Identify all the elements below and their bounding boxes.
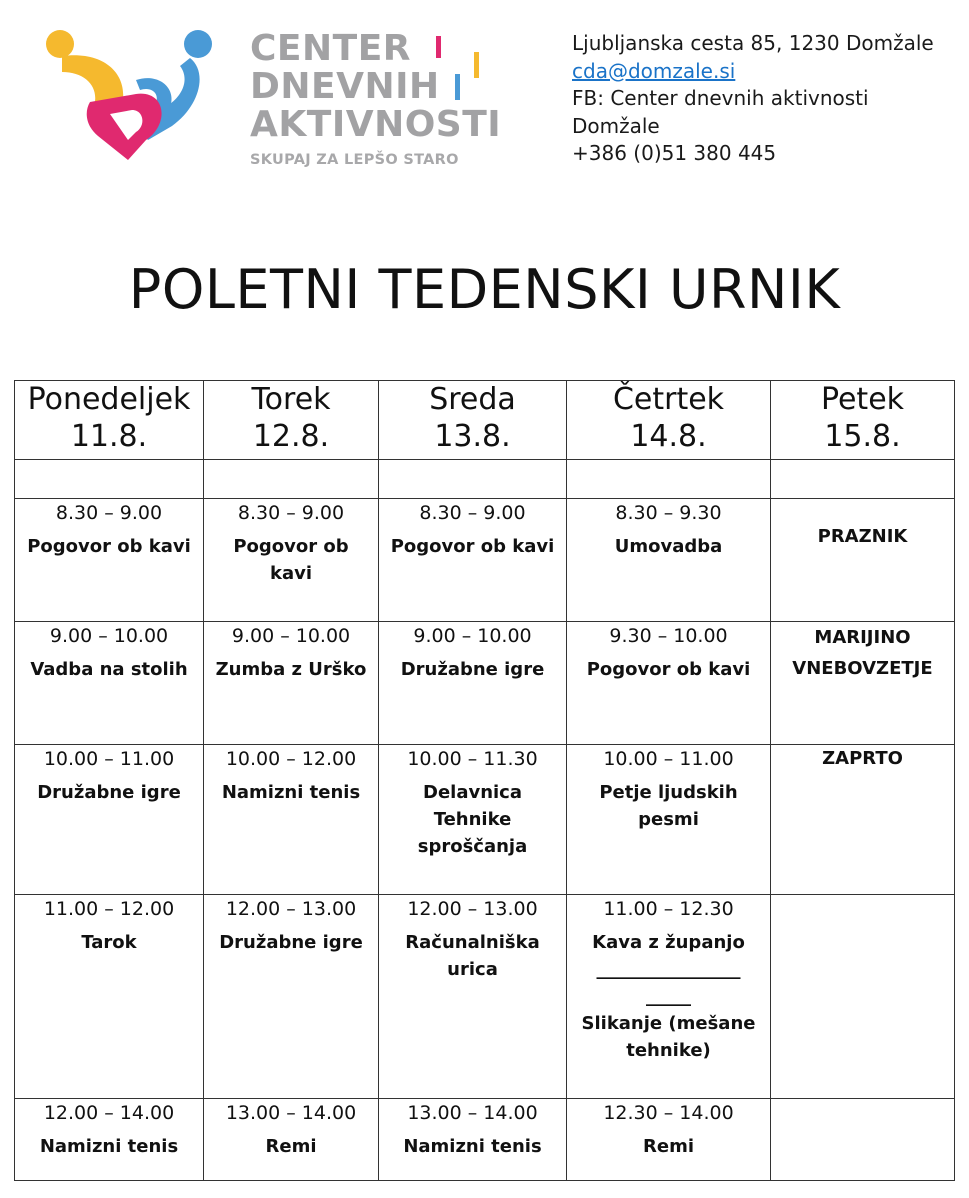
slot-activity: Družabne igre (219, 932, 363, 953)
slot-activity: Pogovor ob kavi (27, 536, 191, 557)
slot-activity: Petje ljudskih pesmi (599, 782, 738, 830)
logo-line-dnevnih: DNEVNIH (250, 66, 440, 107)
schedule-row (15, 499, 955, 622)
contact-block (572, 30, 962, 168)
slot-cell (567, 499, 771, 622)
day-header-thursday: Četrtek 14.8. (567, 381, 771, 460)
slot-activity: Pogovor ob kavi (233, 536, 349, 584)
slot-activity-second: Slikanje (mešane tehnike) (581, 1013, 756, 1061)
logo-tagline: SKUPAJ ZA LEPŠO STARO (250, 152, 459, 168)
slot-time: 8.30 – 9.00 (419, 502, 526, 524)
phone: +386 (0)51 380 445 (572, 141, 777, 165)
holiday-label: PRAZNIK (817, 526, 908, 547)
slot-time: 12.00 – 13.00 (407, 898, 538, 920)
slot-activity: Umovadba (614, 536, 723, 557)
facebook-cont: Domžale (572, 113, 660, 138)
slot-time: 9.00 – 10.00 (49, 625, 169, 647)
schedule-row (15, 895, 955, 1099)
slot-cell (379, 895, 567, 1099)
slot-activity: Računalniška urica (405, 932, 540, 980)
spacer-row (15, 460, 955, 499)
header-row (15, 381, 955, 460)
slot-time: 12.00 – 13.00 (225, 898, 357, 920)
slot-cell (567, 745, 771, 895)
slot-activity: Namizni tenis (221, 782, 361, 803)
slot-cell (15, 622, 204, 745)
holiday-cell (771, 622, 955, 745)
slot-cell (567, 895, 771, 1099)
slot-cell (15, 1099, 204, 1181)
slot-time: 8.30 – 9.00 (237, 502, 345, 524)
slot-activity: Družabne igre (400, 659, 545, 680)
slot-activity: Vadba na stolih (30, 659, 188, 680)
logo-line-center: CENTER (250, 28, 412, 69)
slot-cell (204, 499, 379, 622)
schedule-table (14, 380, 955, 1181)
slot-time: 12.30 – 14.00 (603, 1102, 734, 1124)
slot-time: 9.00 – 10.00 (413, 625, 532, 647)
slot-cell (204, 745, 379, 895)
logo-accent-magenta (436, 36, 441, 58)
slot-cell (15, 499, 204, 622)
slot-cell (379, 1099, 567, 1181)
slot-time: 13.00 – 14.00 (407, 1102, 538, 1124)
slot-cell (204, 622, 379, 745)
slot-activity: Pogovor ob kavi (390, 536, 555, 557)
slot-cell (567, 1099, 771, 1181)
slot-activity: Namizni tenis (403, 1136, 542, 1157)
closed-cell (771, 745, 955, 895)
slot-time: 10.00 – 11.00 (43, 748, 175, 770)
email-link[interactable]: cda@domzale.si (572, 58, 736, 83)
slot-activity: Pogovor ob kavi (586, 659, 751, 680)
slot-time: 8.30 – 9.00 (55, 502, 163, 524)
logo-mark-icon (40, 28, 220, 168)
logo-wordmark (250, 30, 500, 168)
slot-time: 10.00 – 11.30 (407, 748, 538, 770)
holiday-name: MARIJINO VNEBOVZETJE (792, 627, 933, 679)
slot-activity: Tarok (81, 932, 137, 953)
slot-time: 9.30 – 10.00 (609, 625, 728, 647)
slot-time: 11.00 – 12.00 (43, 898, 175, 920)
slot-time: 8.30 – 9.30 (615, 502, 722, 524)
slot-time: 10.00 – 12.00 (225, 748, 357, 770)
slot-activity: Zumba z Urško (215, 659, 367, 680)
slot-cell (15, 895, 204, 1099)
slot-cell (379, 622, 567, 745)
logo-line-aktivnosti: AKTIVNOSTI (250, 104, 502, 145)
closed-label: ZAPRTO (822, 748, 903, 769)
schedule-row (15, 1099, 955, 1181)
slot-activity: Remi (265, 1136, 317, 1157)
slot-time: 13.00 – 14.00 (225, 1102, 357, 1124)
slot-cell (204, 895, 379, 1099)
slot-activity: Namizni tenis (39, 1136, 179, 1157)
slot-cell (379, 499, 567, 622)
slot-time: 11.00 – 12.30 (603, 898, 734, 920)
day-header-tuesday: Torek 12.8. (204, 381, 379, 460)
logo (40, 28, 500, 168)
logo-accent-blue (455, 74, 460, 100)
logo-accent-yellow (474, 52, 479, 78)
slot-time: 9.00 – 10.00 (231, 625, 351, 647)
holiday-cell (771, 499, 955, 622)
day-header-friday: Petek 15.8. (771, 381, 955, 460)
facebook: FB: Center dnevnih aktivnosti (572, 86, 869, 110)
slot-activity: Kava z županjo ________________ _____ (592, 932, 745, 1007)
slot-activity: Družabne igre (37, 782, 181, 803)
schedule-row (15, 622, 955, 745)
slot-cell (567, 622, 771, 745)
address: Ljubljanska cesta 85, 1230 Domžale (572, 31, 934, 55)
day-header-monday: Ponedeljek 11.8. (15, 381, 204, 460)
slot-time: 10.00 – 11.00 (603, 748, 734, 770)
empty-cell (771, 1099, 955, 1181)
slot-time: 12.00 – 14.00 (43, 1102, 175, 1124)
slot-cell (15, 745, 204, 895)
slot-cell (379, 745, 567, 895)
slot-activity: Delavnica Tehnike sproščanja (417, 782, 528, 857)
day-header-wednesday: Sreda 13.8. (379, 381, 567, 460)
page-title: POLETNI TEDENSKI URNIK (128, 258, 841, 321)
slot-cell (204, 1099, 379, 1181)
empty-cell (771, 895, 955, 1099)
slot-activity: Remi (643, 1136, 694, 1157)
schedule-row (15, 745, 955, 895)
